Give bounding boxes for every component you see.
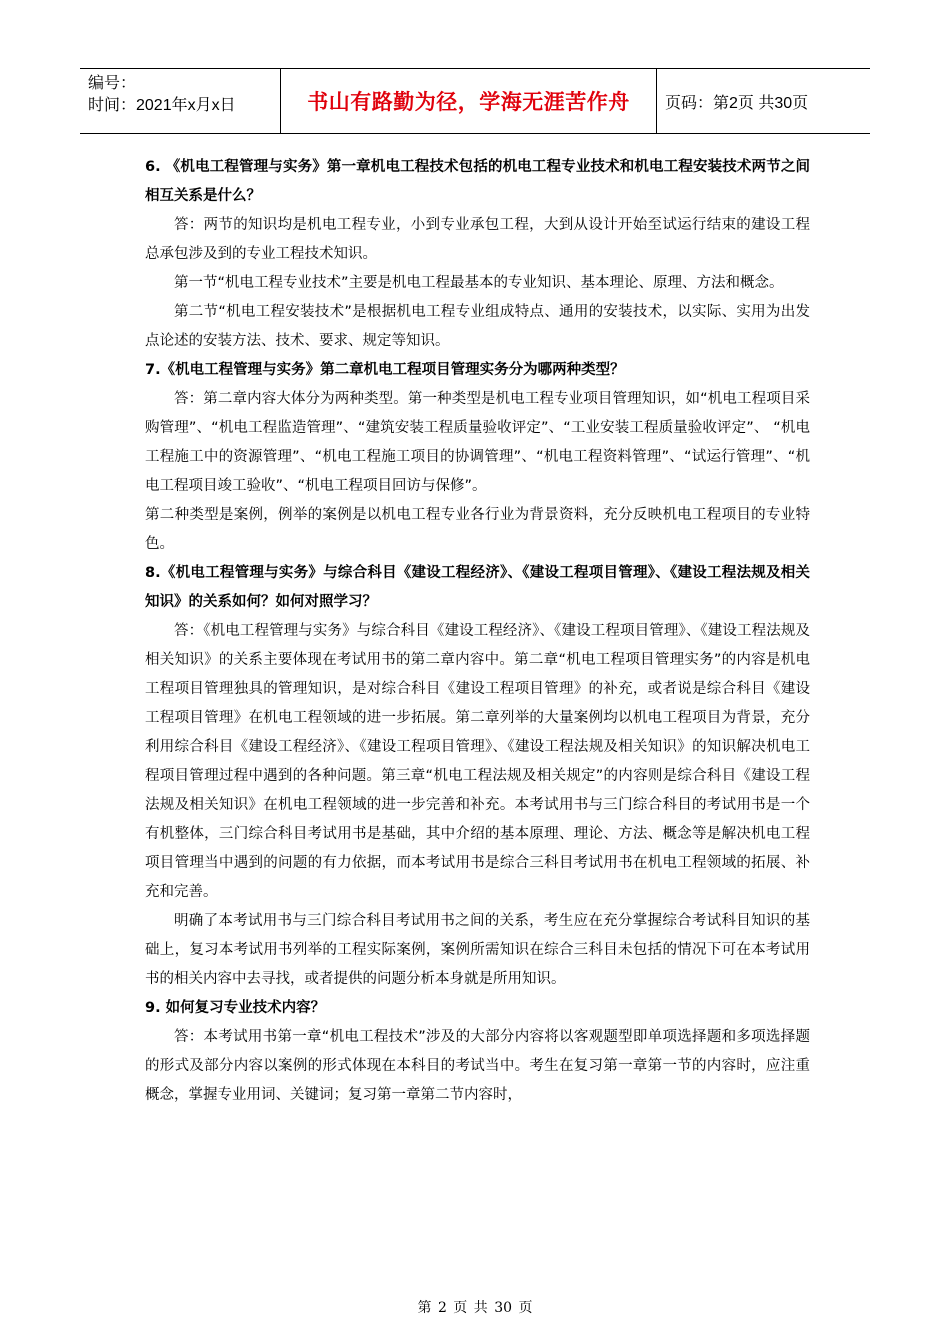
- question-heading: 9. 如何复习专业技术内容？: [145, 1000, 326, 1016]
- answer-paragraph: 第二节“机电工程安装技术”是根据机电工程专业组成特点、通用的安装技术，以实际、实用为出发点论述的安装方法、技术、要求、规定等知识。: [145, 304, 810, 349]
- document-date: 时间：2021年x月x日: [88, 97, 236, 114]
- page-footer: 第 2 页 共 30 页: [417, 1300, 533, 1316]
- header-meta: [80, 69, 281, 133]
- answer-paragraph: 第二种类型是案例，例举的案例是以机电工程专业各行业为背景资料，充分反映机电工程项目的专业特色。: [145, 507, 810, 552]
- answer-paragraph: 答：本考试用书第一章“机电工程技术”涉及的大部分内容将以客观题型即单项选择题和多项选择题的形式及部分内容以案例的形式体现在本科目的考试当中。考生在复习第一章第一节的内容时，应注重概念，掌握专业用词、关键词；复习第一章第二节内容时，: [145, 1029, 810, 1103]
- question-heading: 8.《机电工程管理与实务》与综合科目《建设工程经济》、《建设工程项目管理》、《建设工程法规及相关知识》的关系如何？如何对照学习？: [145, 565, 810, 610]
- answer-paragraph: 答：两节的知识均是机电工程专业，小到专业承包工程，大到从设计开始至试运行结束的建设工程总承包涉及到的专业工程技术知识。: [145, 217, 810, 262]
- answer-paragraph: 第一节“机电工程专业技术”主要是机电工程最基本的专业知识、基本理论、原理、方法和概念。: [174, 275, 784, 291]
- answer-paragraph: 答：《机电工程管理与实务》与综合科目《建设工程经济》、《建设工程项目管理》、《建设工程法规及相关知识》的关系主要体现在考试用书的第二章内容中。第二章“机电工程项目管理实务”的内容是机电工程项目管理独具的管理知识，是对综合科目《建设工程项目管理》的补充，或者说是综合科目《建设工程项目管理》在机电工程领域的进一步拓展。第二章列举的大量案例均以机电工程项目为背景，充分利用综合科目《建设工程经济》、《建设工程项目管理》、《建设工程法规及相关知识》的知识解决机电工程项目管理过程中遇到的各种问题。第三章“机电工程法规及相关规定”的内容则是综合科目《建设工程法规及相关知识》在机电工程领域的进一步完善和补充。本考试用书与三门综合科目的考试用书是一个有机整体，三门综合科目考试用书是基础，其中介绍的基本原理、理论、方法、概念等是解决机电工程项目管理当中遇到的问题的有力依据，而本考试用书是综合三科目考试用书在机电工程领域的拓展、补充和完善。: [145, 623, 810, 900]
- question-heading: 6. 《机电工程管理与实务》第一章机电工程技术包括的机电工程专业技术和机电工程安装技术两节之间相互关系是什么？: [145, 159, 810, 204]
- question-heading: 7.《机电工程管理与实务》第二章机电工程项目管理实务分为哪两种类型？: [145, 362, 625, 378]
- header-motto: 书山有路勤为径，学海无涯苦作舟: [281, 69, 657, 133]
- answer-paragraph: 明确了本考试用书与三门综合科目考试用书之间的关系，考生应在充分掌握综合考试科目知识的基础上，复习本考试用书列举的工程实际案例，案例所需知识在综合三科目未包括的情况下可在本考试用书的相关内容中去寻找，或者提供的问题分析本身就是所用知识。: [145, 913, 810, 987]
- answer-paragraph: 答：第二章内容大体分为两种类型。第一种类型是机电工程专业项目管理知识，如“机电工程项目采购管理”、“机电工程监造管理”、“建筑安装工程质量验收评定”、“工业安装工程质量验收评定”、 “机电工程施工中的资源管理”、“机电工程施工项目的协调管理”、“机电工程资料管理”、“试运行管理”、“机电工程项目竣工验收”、“机电工程项目回访与保修”。: [145, 391, 810, 494]
- header-page-info: 页码：第2页 共30页: [665, 94, 809, 112]
- page-header: [80, 68, 870, 134]
- document-body: [145, 153, 810, 1110]
- document-number-label: 编号：: [88, 75, 137, 92]
